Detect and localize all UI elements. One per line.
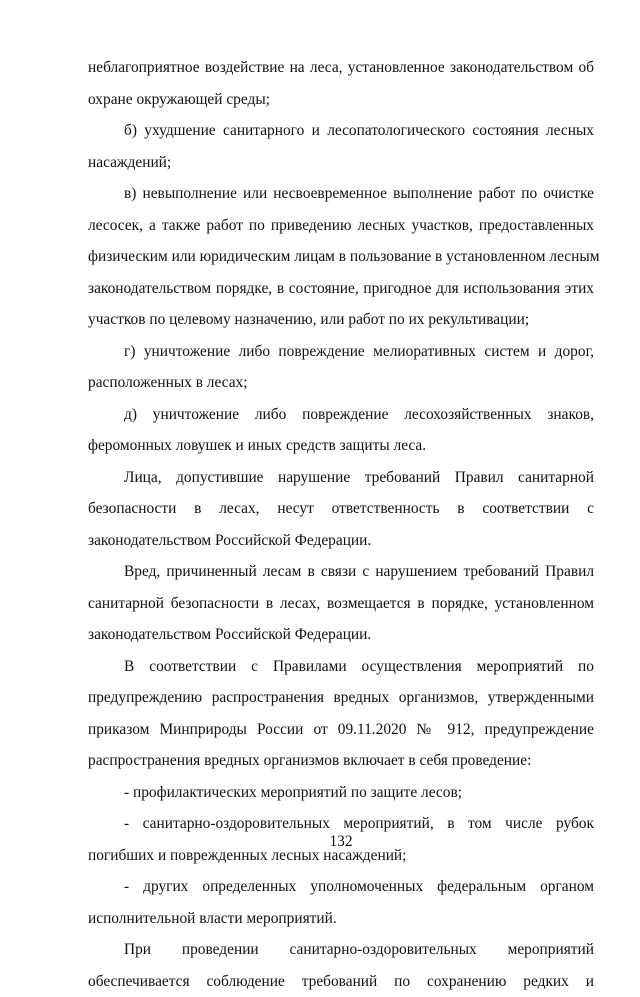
text-line: исполнительной власти мероприятий. (88, 903, 594, 935)
text-line: д) уничтожение либо повреждение лесохозяйственных знаков, (88, 399, 594, 431)
text-line: - санитарно-оздоровительных мероприятий, в том числе рубок (88, 808, 594, 840)
text-line: санитарной безопасности в лесах, возмещается в порядке, установленном (88, 588, 594, 620)
text-line: обеспечивается соблюдение требований по сохранению редких и (88, 966, 594, 997)
text-line: расположенных в лесах; (88, 367, 594, 399)
text-line: предупреждению распространения вредных организмов, утвержденными (88, 682, 594, 714)
text-line: распространения вредных организмов включает в себя проведение: (88, 745, 594, 777)
text-line: - других определенных уполномоченных федеральным органом (88, 871, 594, 903)
text-line: неблагоприятное воздействие на леса, установленное законодательством об (88, 52, 594, 84)
text-line: приказом Минприроды России от 09.11.2020 № 912, предупреждение (88, 714, 594, 746)
text-line: участков по целевому назначению, или работ по их рекультивации; (88, 304, 594, 336)
text-line: погибших и поврежденных лесных насаждений; (88, 840, 594, 872)
text-line: Вред, причиненный лесам в связи с нарушением требований Правил (88, 556, 594, 588)
page-number: 132 (0, 833, 640, 851)
text-line: лесосек, а также работ по приведению лесных участков, предоставленных (88, 210, 594, 242)
body-text (88, 52, 594, 997)
text-line: - профилактических мероприятий по защите лесов; (88, 777, 594, 809)
text-line: законодательством порядке, в состояние, пригодное для использования этих (88, 273, 594, 305)
text-line: законодательством Российской Федерации. (88, 619, 594, 651)
text-line: б) ухудшение санитарного и лесопатологического состояния лесных (88, 115, 594, 147)
text-line: насаждений; (88, 147, 594, 179)
text-line: в) невыполнение или несвоевременное выполнение работ по очистке (88, 178, 594, 210)
text-line: охране окружающей среды; (88, 84, 594, 116)
text-line: г) уничтожение либо повреждение мелиоративных систем и дорог, (88, 336, 594, 368)
text-line: феромонных ловушек и иных средств защиты леса. (88, 430, 594, 462)
text-line: физическим или юридическим лицам в пользование в установленном лесным (88, 241, 594, 273)
text-line: В соответствии с Правилами осуществления мероприятий по (88, 651, 594, 683)
text-line: безопасности в лесах, несут ответственность в соответствии с (88, 493, 594, 525)
text-line: Лица, допустившие нарушение требований Правил санитарной (88, 462, 594, 494)
text-line: законодательством Российской Федерации. (88, 525, 594, 557)
text-line: При проведении санитарно-оздоровительных мероприятий (88, 934, 594, 966)
